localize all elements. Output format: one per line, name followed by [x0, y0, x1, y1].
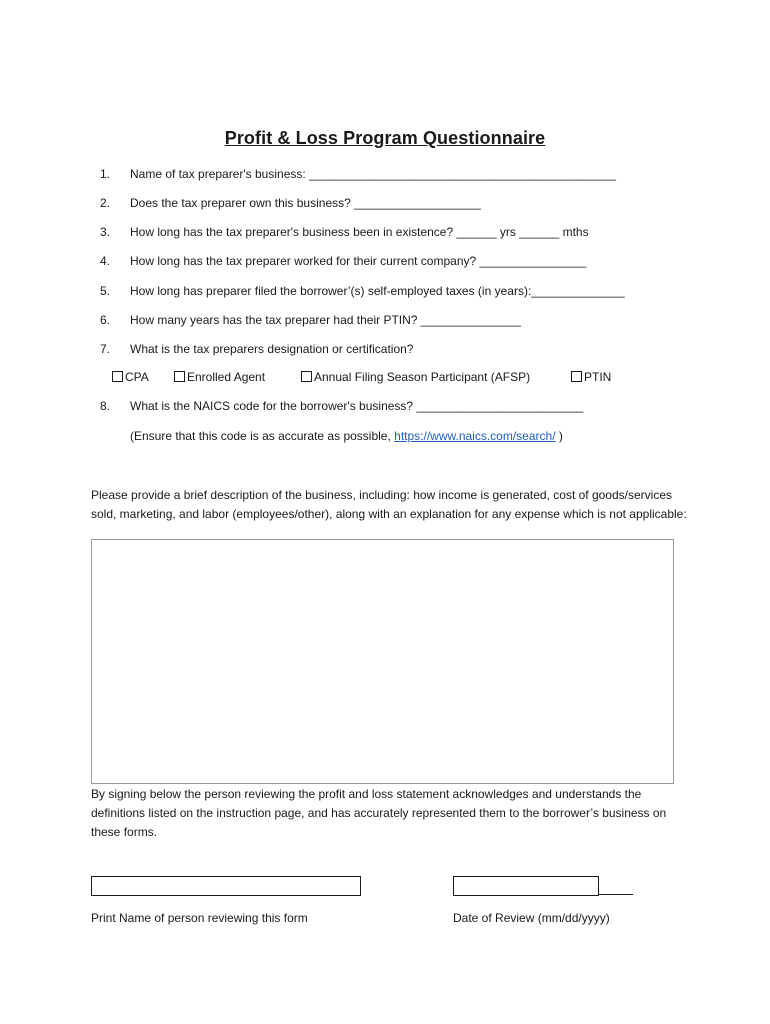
question-text: Name of tax preparer's business: ______________________________________________ — [130, 167, 617, 181]
review-date-field[interactable] — [453, 876, 599, 896]
question-number: 2. — [100, 196, 111, 210]
checkbox-ptin[interactable] — [571, 371, 582, 382]
naics-link[interactable]: https://www.naics.com/search/ — [394, 429, 556, 443]
page-title: Profit & Loss Program Questionnaire — [224, 128, 546, 148]
question-number: 7. — [100, 342, 111, 356]
question-3 — [100, 224, 589, 240]
question-5 — [100, 283, 625, 299]
question-8 — [100, 398, 583, 414]
date-underline — [599, 894, 633, 895]
checkbox-enrolled-agent[interactable] — [174, 371, 185, 382]
option-label: CPA — [125, 370, 149, 384]
question-number: 4. — [100, 254, 111, 268]
question-number: 1. — [100, 167, 111, 181]
description-prompt: Please provide a brief description of the business, including: how income is generated, cost of goods/services sold, marketing, and labor (employees/other), along with an explanation for any expense which is not applicable: — [91, 488, 687, 521]
question-7 — [100, 341, 413, 357]
question-1 — [100, 166, 616, 182]
option-cpa[interactable] — [112, 369, 149, 385]
naics-note-prefix: (Ensure that this code is as accurate as possible, — [130, 429, 395, 443]
question-number: 6. — [100, 313, 111, 327]
question-text: How long has the tax preparer's business been in existence? ______ yrs ______ mths — [130, 225, 589, 239]
question-text: What is the NAICS code for the borrower's business? _________________________ — [130, 399, 584, 413]
question-text: Does the tax preparer own this business? ___________________ — [130, 196, 481, 210]
question-2 — [100, 195, 481, 211]
question-text: How long has preparer filed the borrower’(s) self-employed taxes (in years):______________ — [130, 284, 625, 298]
option-label: Enrolled Agent — [187, 370, 266, 384]
option-afsp[interactable] — [301, 369, 530, 385]
option-label: PTIN — [584, 370, 612, 384]
question-text: How long has the tax preparer worked for their current company? ________________ — [130, 254, 587, 268]
question-number: 5. — [100, 284, 111, 298]
question-text: How many years has the tax preparer had their PTIN? _______________ — [130, 313, 521, 327]
option-enrolled-agent[interactable] — [174, 369, 265, 385]
question-4 — [100, 253, 586, 269]
question-text: What is the tax preparers designation or certification? — [130, 342, 414, 356]
business-description-field[interactable] — [91, 539, 674, 784]
reviewer-name-field[interactable] — [91, 876, 361, 896]
checkbox-cpa[interactable] — [112, 371, 123, 382]
naics-note — [130, 428, 563, 444]
review-date-label: Date of Review (mm/dd/yyyy) — [453, 911, 610, 925]
question-number: 8. — [100, 399, 111, 413]
question-number: 3. — [100, 225, 111, 239]
checkbox-afsp[interactable] — [301, 371, 312, 382]
option-ptin[interactable] — [571, 369, 611, 385]
naics-note-suffix: ) — [555, 429, 563, 443]
reviewer-name-label: Print Name of person reviewing this form — [91, 911, 308, 925]
acknowledgement-text: By signing below the person reviewing the profit and loss statement acknowledges and understands the definitions listed on the instruction page, and has accurately represented them to the borrower’s business on these forms. — [91, 787, 667, 839]
question-6 — [100, 312, 521, 328]
option-label: Annual Filing Season Participant (AFSP) — [314, 370, 531, 384]
